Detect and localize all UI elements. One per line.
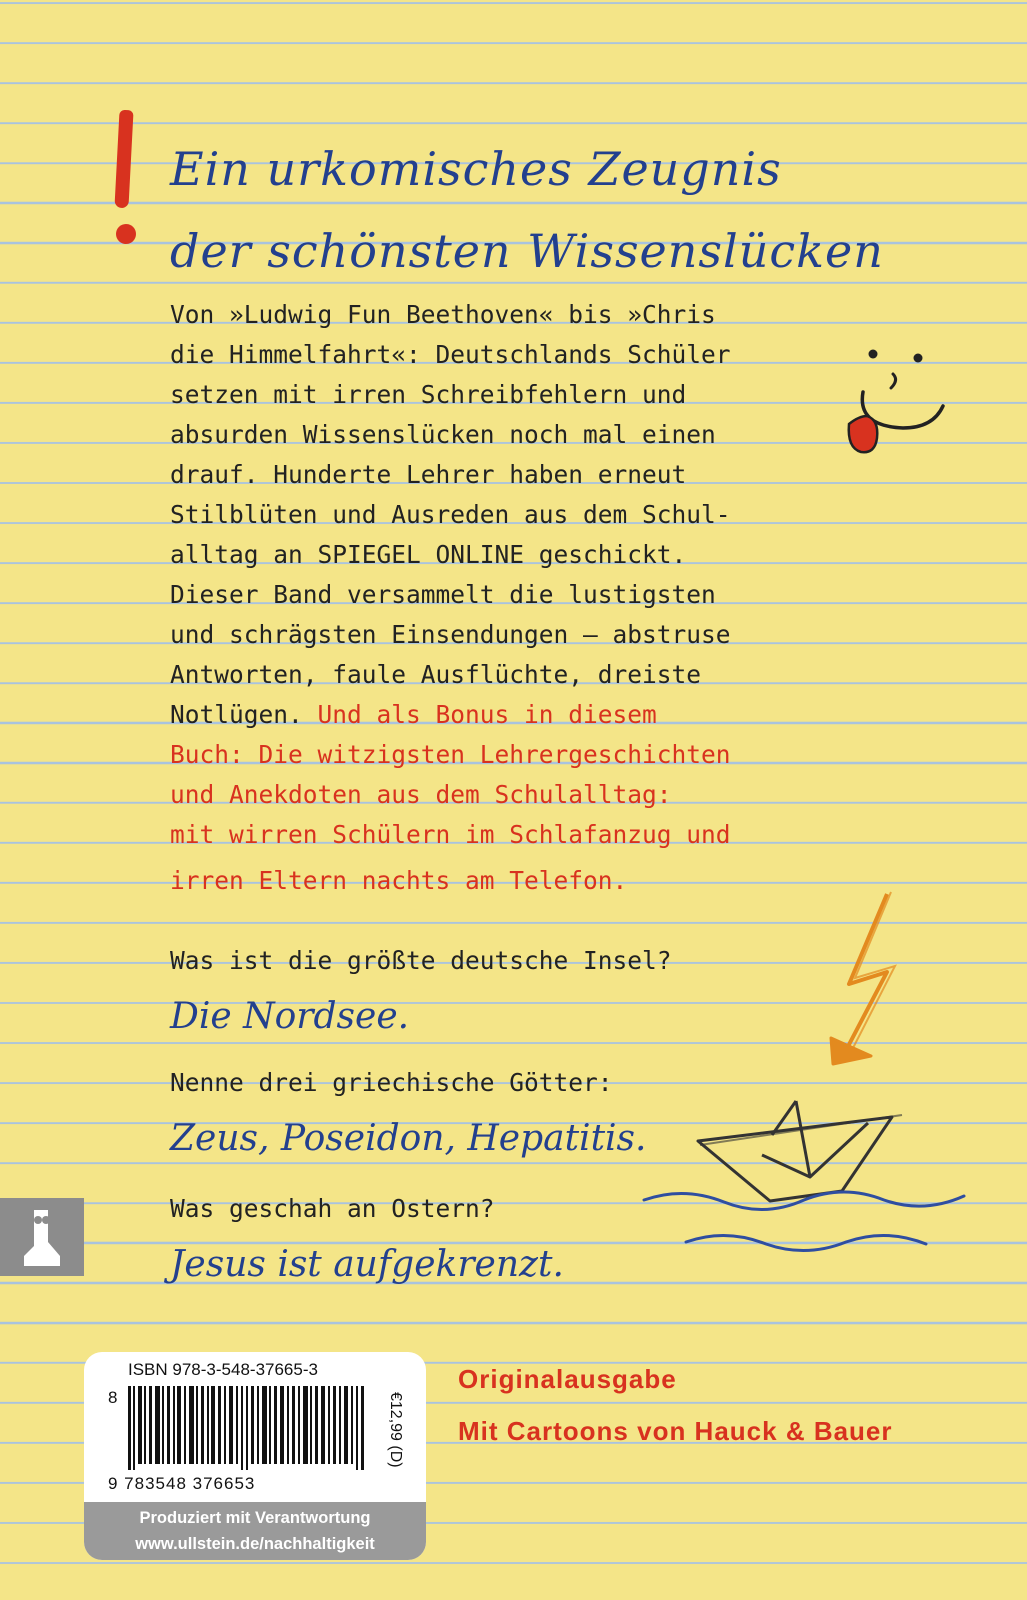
blurb-line: und schrägsten Einsendungen – abstruse — [170, 620, 731, 649]
blurb-line: drauf. Hunderte Lehrer haben erneut — [170, 460, 687, 489]
blurb-line: alltag an SPIEGEL ONLINE geschickt. — [170, 540, 687, 569]
blurb-line: die Himmelfahrt«: Deutschlands Schüler — [170, 340, 731, 369]
blurb-text — [170, 295, 830, 901]
blurb-line: Antworten, faule Ausflüchte, dreiste — [170, 660, 702, 689]
blurb-line: setzen mit irren Schreibfehlern und — [170, 380, 687, 409]
sustainability-url: www.ullstein.de/nachhaltigkeit — [135, 1535, 375, 1553]
barcode-icon — [128, 1386, 376, 1470]
question-3: Was geschah an Ostern? — [170, 1194, 495, 1223]
answer-3: Jesus ist aufgekrenzt. — [170, 1244, 564, 1285]
price-label: €12,99 (D) — [387, 1392, 404, 1468]
barcode-panel — [84, 1352, 426, 1560]
headline-line-1: Ein urkomisches Zeugnis — [170, 142, 782, 196]
barcode-left-digit: 8 — [108, 1388, 118, 1407]
blurb-line: Von »Ludwig Fun Beethoven« bis »Chris — [170, 300, 716, 329]
blurb-black-fragment: Notlügen. — [170, 700, 318, 729]
blurb-red-line: Buch: Die witzigsten Lehrergeschichten — [170, 740, 731, 769]
headline — [170, 128, 884, 292]
barcode-digits: 9 783548 376653 — [108, 1474, 256, 1493]
cartoon-credit: Mit Cartoons von Hauck & Bauer — [458, 1416, 893, 1446]
blurb-line-mixed — [170, 695, 830, 735]
owl-publisher-logo-icon — [0, 1198, 84, 1276]
owl-icon — [0, 1198, 84, 1276]
blurb-red-line: mit wirren Schülern im Schlafanzug und — [170, 820, 731, 849]
blurb-red-line: irren Eltern nachts am Telefon. — [170, 866, 628, 895]
waves-icon — [640, 1178, 970, 1268]
isbn-number: ISBN 978-3-548-37665-3 — [128, 1360, 318, 1379]
sustainability-footer — [84, 1502, 426, 1560]
exclamation-dot-icon — [116, 224, 136, 244]
question-2: Nenne drei griechische Götter: — [170, 1068, 613, 1097]
blurb-line: absurden Wissenslücken noch mal einen — [170, 420, 716, 449]
blurb-red-fragment: Und als Bonus in diesem — [317, 700, 657, 729]
headline-line-2: der schönsten Wissenslücken — [170, 224, 884, 278]
lightning-bolt-icon — [825, 888, 915, 1078]
blurb-line: Dieser Band versammelt die lustigsten — [170, 580, 716, 609]
smiley-tongue-icon — [845, 340, 955, 470]
edition-label: Originalausgabe — [458, 1364, 677, 1394]
blurb-red-line: und Anekdoten aus dem Schulalltag: — [170, 780, 672, 809]
blurb-line: Stilblüten und Ausreden aus dem Schul- — [170, 500, 731, 529]
sustainability-line-1: Produziert mit Verantwortung — [139, 1509, 371, 1527]
answer-2: Zeus, Poseidon, Hepatitis. — [170, 1118, 647, 1159]
question-1: Was ist die größte deutsche Insel? — [170, 946, 672, 975]
answer-1: Die Nordsee. — [170, 996, 410, 1037]
